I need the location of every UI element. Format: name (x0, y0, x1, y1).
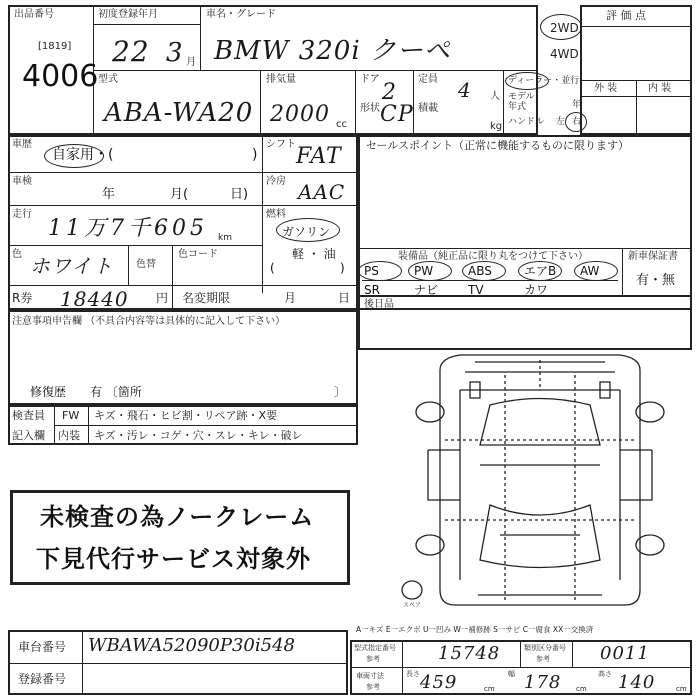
cap-unit: 人 (490, 91, 500, 102)
shape: CP (380, 102, 414, 127)
dealer-label: ディーラー・並行 (508, 76, 580, 86)
spare-label: スペア (403, 602, 422, 609)
repair-close: 〕 (334, 385, 347, 399)
dim-label: 車両寸法 (356, 672, 384, 680)
history: 自家用・( (52, 147, 114, 163)
ref-label: 型式指定番号 (354, 644, 396, 652)
shift: FAT (296, 144, 342, 169)
ac-label: 冷房 (266, 176, 286, 187)
drive-2wd: 2WD (550, 21, 579, 35)
inspection-day: 日) (230, 187, 249, 202)
chassis: WBAWA52090P30i548 (88, 635, 295, 656)
name-change-day: 日 (338, 291, 351, 305)
equipment-item: TV (468, 283, 484, 297)
after-label: 後日品 (364, 299, 394, 310)
load-label: 積載 (418, 103, 438, 114)
equipment-item: ナビ (414, 283, 439, 297)
rule (572, 640, 573, 667)
model-label: 型式 (98, 74, 118, 85)
reg-year: 22 (112, 35, 150, 68)
rating-interior: 内 装 (648, 83, 672, 94)
disp: 2000 (270, 102, 330, 127)
new-car-value: 有・無 (636, 273, 676, 288)
doors: 2 (382, 80, 397, 105)
equipment-item: ABS (468, 264, 492, 278)
height: 140 (618, 672, 656, 693)
caution-label: 注意事項申告欄 （不具合内容等は具体的に記入して下さい） (12, 316, 286, 327)
name-label: 車名・グレード (206, 9, 276, 20)
fw-label: FW (62, 409, 80, 422)
fw-text: キズ・飛石・ヒビ割・リペア跡・X要 (94, 409, 278, 422)
lot-label: 出品番号 (14, 9, 54, 20)
load-unit: kg (490, 121, 503, 132)
equipment-item: エアB (524, 264, 557, 278)
disp-label: 排気量 (266, 74, 296, 85)
cat-label: 類別区分番号 (524, 644, 566, 652)
repair-label: 修復歴 有 〔箇所 (30, 385, 142, 399)
equipment-item: SR (364, 283, 380, 297)
width-label: 幅 (508, 670, 515, 678)
ac: AAC (298, 180, 346, 204)
ref-sub: 参考 (366, 655, 380, 663)
door-label: ドア (360, 74, 380, 85)
lot-sub: [1819] (38, 41, 72, 52)
height-label: 高さ (598, 670, 612, 678)
rule (82, 630, 83, 695)
inspection-label: 車検 (12, 176, 32, 187)
inspection-month: 月( (170, 187, 189, 202)
chassis-label: 車台番号 (18, 640, 67, 654)
cat-sub: 参考 (536, 655, 550, 663)
legend: A一キズ E一エクボ U一凹み W一補修跡 S一サビ C一腐食 XX一交換済 (356, 625, 594, 634)
mileage-label: 走行 (12, 209, 32, 220)
new-car-label: 新車保証書 (628, 251, 678, 262)
mileage-unit: km (218, 233, 232, 243)
name-change-month: 月 (284, 291, 297, 305)
fuel-gas: ガソリン (282, 225, 331, 239)
inspection-year: 年 (102, 187, 116, 202)
handle-right: 右 (572, 117, 582, 127)
height-unit: cm (676, 685, 687, 693)
equipment-title: 装備品（純正品に限り丸をつけて下さい） (398, 251, 588, 262)
recycle: 18440 (60, 287, 129, 311)
length-unit: cm (484, 685, 495, 693)
shift-label: シフト (266, 139, 296, 150)
nenshiki-label: 年式 (508, 102, 527, 112)
cat-value: 0011 (600, 643, 650, 664)
cap-label: 定員 (418, 74, 438, 85)
modelyear-unit: 年 (572, 100, 582, 110)
rule (520, 640, 521, 667)
fuel-paren-close: ) (340, 261, 345, 275)
length-label: 長さ (406, 670, 420, 678)
notice-line-1: 未検査の為ノークレーム (40, 503, 315, 531)
equipment-item: PS (364, 264, 379, 278)
name-change-label: 名変期限 (182, 291, 231, 305)
fuel-diesel: 軽 ・ 油 (292, 247, 336, 261)
rating-exterior: 外 装 (594, 83, 618, 94)
lot-number: 4006 (22, 59, 99, 94)
handle-label: ハンドル (508, 117, 545, 127)
drive-4wd: 4WD (550, 47, 579, 61)
history-label: 車歴 (12, 139, 32, 150)
width-unit: cm (576, 685, 587, 693)
color-label: 色 (12, 249, 22, 260)
dim-sub: 参考 (366, 683, 380, 691)
modelyear-label: モデル (508, 92, 535, 102)
inspector-label-1: 検査員 (12, 409, 45, 422)
in-label: 内装 (58, 429, 80, 442)
history-close: ) (252, 147, 258, 163)
capacity: 4 (458, 78, 472, 102)
equipment-item: PW (414, 264, 434, 278)
color-code-label: 色コード (178, 249, 218, 260)
model: ABA-WA20 (104, 98, 254, 128)
rating-title: 評 価 点 (606, 9, 646, 22)
disp-unit: cc (336, 119, 347, 130)
recycle-label: R券 (12, 291, 33, 305)
color: ホワイト (30, 254, 114, 278)
reg-month-unit: 月 (186, 57, 196, 68)
length: 459 (420, 672, 458, 693)
car-name: BMW 320i クーペ (214, 36, 451, 66)
reg-no-label: 登録番号 (18, 672, 67, 686)
fuel-paren-open: ( (270, 261, 275, 275)
ref-value: 15748 (438, 643, 501, 664)
sales-title: セールスポイント（正常に機能するものに限ります） (366, 139, 630, 152)
rule (402, 640, 403, 695)
rule (8, 663, 348, 664)
equipment-item: カワ (524, 283, 549, 297)
reg-label: 初度登録年月 (98, 9, 158, 20)
fuel-label: 燃料 (266, 209, 286, 220)
handle-left: 左 (556, 117, 566, 127)
inspector-label-2: 記入欄 (12, 429, 45, 442)
mileage: 11万7千605 (48, 216, 208, 241)
width: 178 (524, 672, 562, 693)
equipment-item: AW (580, 264, 600, 278)
color-change-label: 色替 (136, 259, 156, 270)
in-text: キズ・汚レ・コゲ・穴・スレ・キレ・破レ (94, 429, 303, 442)
reg-month: 3 (166, 38, 184, 68)
shape-label: 形状 (360, 103, 380, 114)
recycle-unit: 円 (156, 291, 169, 305)
notice-line-2: 下見代行サービス対象外 (36, 545, 311, 573)
